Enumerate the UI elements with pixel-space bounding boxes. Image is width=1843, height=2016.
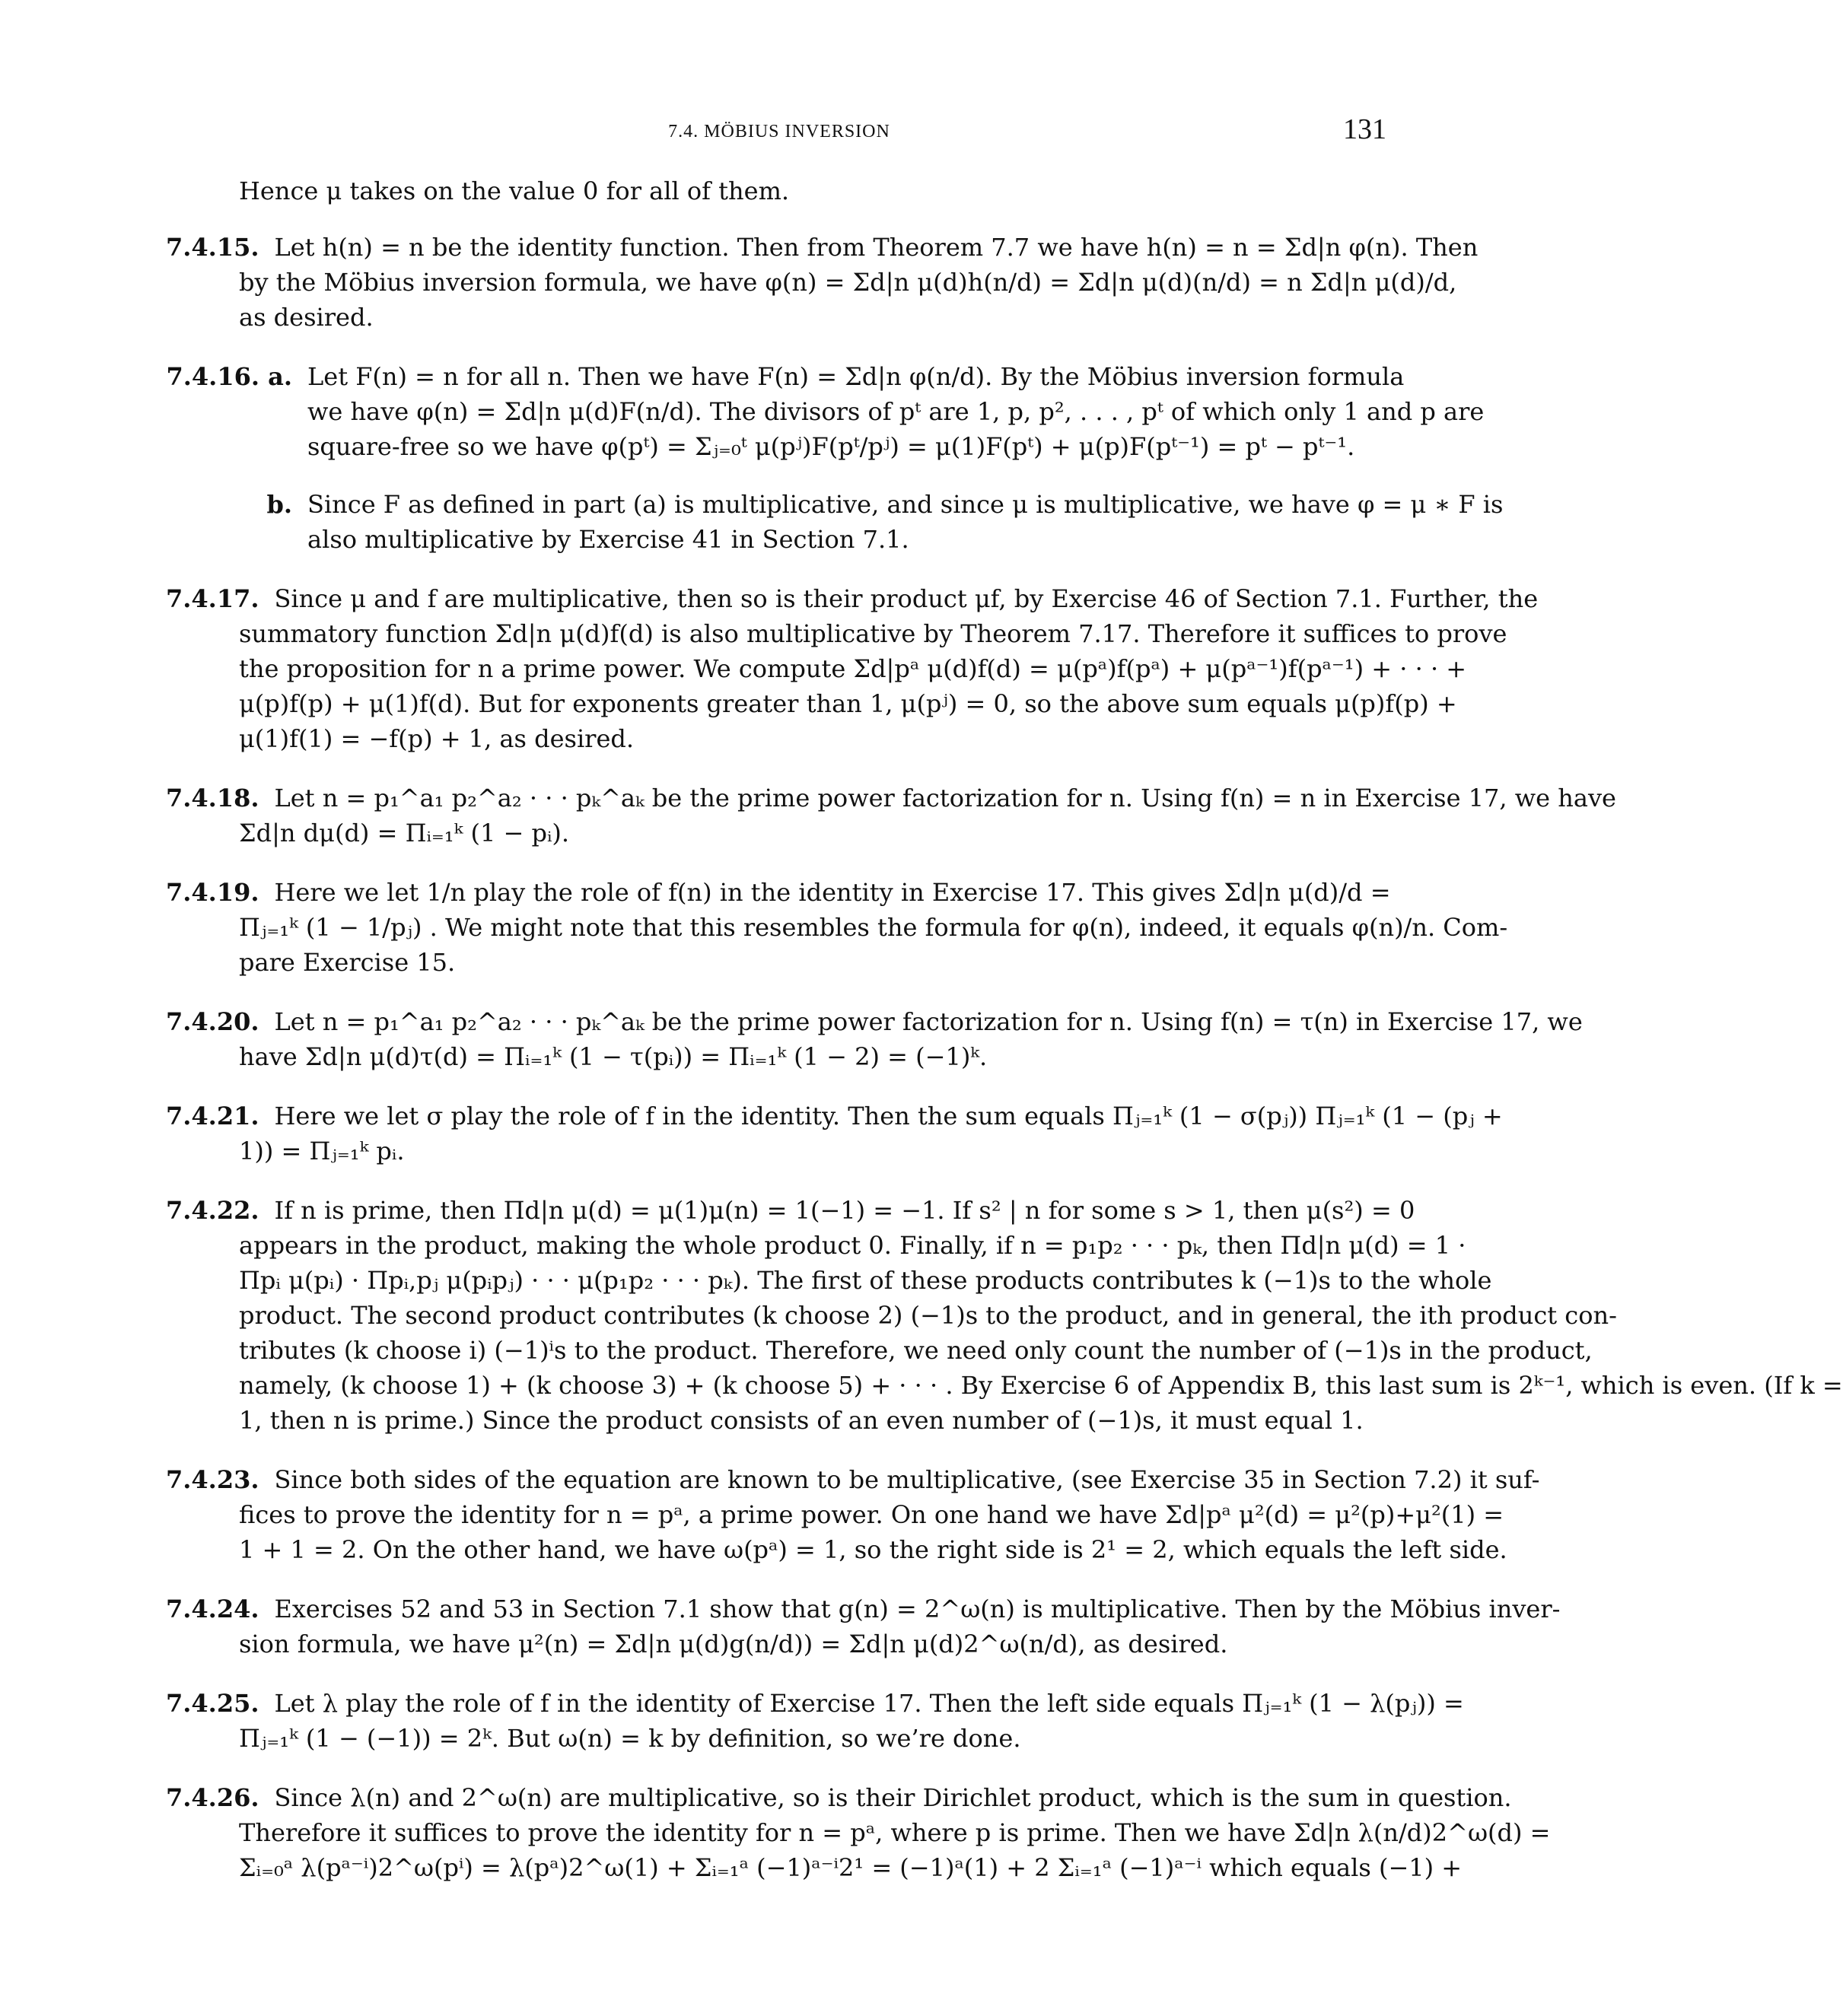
- exercise-label: 7.4.20.: [166, 1007, 259, 1036]
- exercise-text: summatory function Σd|n μ(d)f(d) is also multiplicative by Theorem 7.17. Therefore it suffices to prove: [239, 619, 1507, 648]
- exercise-7-4-25: [166, 1686, 1464, 1756]
- part-body: [307, 359, 1484, 464]
- exercise-line: [166, 581, 1539, 616]
- exercise-label: 7.4.15.: [166, 233, 259, 262]
- exercise-text: Since μ and f are multiplicative, then so is their product μf, by Exercise 46 of Section 7.1. Further, the: [274, 584, 1539, 613]
- exercise-text: have Σd|n μ(d)τ(d) = Πᵢ₌₁ᵏ (1 − τ(pᵢ)) = Πᵢ₌₁ᵏ (1 − 2) = (−1)ᵏ.: [239, 1042, 988, 1071]
- exercise-text: appears in the product, making the whole product 0. Finally, if n = p₁p₂ · · · pₖ, then Πd|n μ(d) = 1 ·: [239, 1231, 1466, 1260]
- intro-line: Hence μ takes on the value 0 for all of them.: [239, 176, 790, 205]
- exercise-part: [166, 487, 1504, 557]
- exercise-text: sion formula, we have μ²(n) = Σd|n μ(d)g(n/d)) = Σd|n μ(d)2^ω(n/d), as desired.: [239, 1630, 1228, 1658]
- running-head: 7.4. MÖBIUS INVERSION: [668, 122, 890, 142]
- part-line: Let F(n) = n for all n. Then we have F(n) = Σd|n φ(n/d). By the Möbius inversion formula: [307, 362, 1405, 391]
- exercise-line: [166, 230, 1479, 265]
- exercise-line: [166, 1333, 1593, 1368]
- exercise-text: Here we let 1/n play the role of f(n) in the identity in Exercise 17. This gives Σd|n μ(d)/d =: [274, 878, 1391, 907]
- page-header: [0, 113, 1558, 158]
- part-label: b.: [266, 490, 292, 519]
- exercise-line: [166, 1004, 1583, 1039]
- exercise-text: If n is prime, then Πd|n μ(d) = μ(1)μ(n) = 1(−1) = −1. If s² | n for some s > 1, then μ(s²) = 0: [274, 1196, 1415, 1225]
- exercise-7-4-17: [166, 581, 1539, 756]
- part-line: Since F as defined in part (a) is multiplicative, and since μ is multiplicative, we have φ = μ ∗ F is: [307, 490, 1504, 519]
- exercise-line: [166, 265, 1457, 300]
- exercise-part: [166, 359, 1485, 464]
- exercise-text: Πⱼ₌₁ᵏ (1 − (−1)) = 2ᵏ. But ω(n) = k by definition, so we’re done.: [239, 1724, 1021, 1753]
- exercise-text: by the Möbius inversion formula, we have φ(n) = Σd|n μ(d)h(n/d) = Σd|n μ(d)(n/d) = n Σd|n μ(d)/d,: [239, 268, 1457, 297]
- exercise-list: [166, 230, 1843, 1885]
- exercise-text: fices to prove the identity for n = pᵃ, a prime power. On one hand we have Σd|pᵃ μ²(d) = μ²(p)+μ²(1) =: [239, 1500, 1504, 1529]
- exercise-text: Since λ(n) and 2^ω(n) are multiplicative, so is their Dirichlet product, which is the sum in question.: [274, 1783, 1512, 1812]
- exercise-label: 7.4.23.: [166, 1465, 259, 1494]
- exercise-text: tributes (k choose i) (−1)ⁱs to the product. Therefore, we need only count the number of (−1)s in the product,: [239, 1336, 1593, 1365]
- exercise-line: [166, 1099, 1503, 1134]
- exercise-line: [166, 1228, 1466, 1263]
- exercise-text: μ(1)f(1) = −f(p) + 1, as desired.: [239, 724, 635, 753]
- exercise-line: [166, 721, 1383, 756]
- exercise-7-4-18: [166, 781, 1616, 851]
- exercise-line: [166, 300, 1383, 335]
- exercise-line: [166, 1039, 1383, 1074]
- exercise-line: [166, 1497, 1504, 1532]
- exercise-7-4-21: [166, 1099, 1503, 1169]
- part-line: we have φ(n) = Σd|n μ(d)F(n/d). The divisors of pᵗ are 1, p, p², . . . , pᵗ of which only 1 and p are: [307, 397, 1485, 426]
- exercise-text: namely, (k choose 1) + (k choose 3) + (k choose 5) + · · · . By Exercise 6 of Appendix B, this last sum is 2ᵏ⁻¹, which is even. (If k =: [239, 1371, 1843, 1400]
- exercise-7-4-23: [166, 1462, 1540, 1567]
- exercise-line: [166, 1780, 1512, 1815]
- exercise-text: Σᵢ₌₀ᵃ λ(pᵃ⁻ⁱ)2^ω(pⁱ) = λ(pᵃ)2^ω(1) + Σᵢ₌₁ᵃ (−1)ᵃ⁻ⁱ2¹ = (−1)ᵃ(1) + 2 Σᵢ₌₁ᵃ (−1)ᵃ⁻ⁱ which equals (−1) +: [239, 1853, 1463, 1882]
- exercise-text: Πpᵢ μ(pᵢ) · Πpᵢ,pⱼ μ(pᵢpⱼ) · · · μ(p₁p₂ · · · pₖ). The first of these products contributes k (−1)s to the whole: [239, 1266, 1492, 1295]
- exercise-line: [166, 1403, 1383, 1438]
- exercise-line: [166, 816, 1383, 851]
- exercise-line: [166, 1134, 1383, 1169]
- exercise-line: [166, 1591, 1561, 1626]
- exercise-line: [166, 686, 1457, 721]
- exercise-line: [166, 1815, 1551, 1850]
- exercise-line: [166, 1462, 1540, 1497]
- exercise-line: [166, 1532, 1507, 1567]
- exercise-text: Since both sides of the equation are known to be multiplicative, (see Exercise 35 in Section 7.2) it suf-: [274, 1465, 1540, 1494]
- exercise-7-4-24: [166, 1591, 1561, 1661]
- exercise-text: Let h(n) = n be the identity function. Then from Theorem 7.7 we have h(n) = n = Σd|n φ(n). Then: [274, 233, 1479, 262]
- exercise-line: [166, 616, 1507, 651]
- exercise-line: [166, 945, 1383, 980]
- exercise-text: Exercises 52 and 53 in Section 7.1 show that g(n) = 2^ω(n) is multiplicative. Then by the Möbius inver-: [274, 1595, 1561, 1623]
- exercise-text: Let λ play the role of f in the identity of Exercise 17. Then the left side equals Πⱼ₌₁ᵏ (1 − λ(pⱼ)) =: [274, 1689, 1464, 1718]
- exercise-text: 1 + 1 = 2. On the other hand, we have ω(pᵃ) = 1, so the right side is 2¹ = 2, which equals the left side.: [239, 1535, 1507, 1564]
- part-line: also multiplicative by Exercise 41 in Section 7.1.: [307, 525, 909, 554]
- part-line: square-free so we have φ(pᵗ) = Σⱼ₌₀ᵗ μ(pʲ)F(pᵗ/pʲ) = μ(1)F(pᵗ) + μ(p)F(pᵗ⁻¹) = pᵗ − pᵗ⁻¹.: [307, 432, 1355, 461]
- exercise-line: [166, 651, 1467, 686]
- exercise-7-4-26: [166, 1780, 1551, 1885]
- exercise-line: [166, 1368, 1843, 1403]
- exercise-text: Let n = p₁^a₁ p₂^a₂ · · · pₖ^aₖ be the prime power factorization for n. Using f(n) = τ(n) in Exercise 17, we: [274, 1007, 1583, 1036]
- exercise-text: product. The second product contributes (k choose 2) (−1)s to the product, and in general, the ith product con-: [239, 1301, 1617, 1330]
- exercise-line: [166, 1193, 1415, 1228]
- part-label: 7.4.16. a.: [166, 362, 292, 391]
- exercise-label: 7.4.18.: [166, 784, 259, 812]
- exercise-text: pare Exercise 15.: [239, 948, 456, 977]
- part-body: [307, 487, 1503, 557]
- exercise-line: [166, 910, 1508, 945]
- exercise-text: as desired.: [239, 303, 374, 332]
- exercise-line: [166, 781, 1616, 816]
- exercise-label: 7.4.26.: [166, 1783, 259, 1812]
- exercise-7-4-20: [166, 1004, 1583, 1074]
- exercise-label: 7.4.24.: [166, 1595, 259, 1623]
- exercise-text: Let n = p₁^a₁ p₂^a₂ · · · pₖ^aₖ be the prime power factorization for n. Using f(n) = n in Exercise 17, we have: [274, 784, 1616, 812]
- exercise-text: Σd|n dμ(d) = Πᵢ₌₁ᵏ (1 − pᵢ).: [239, 819, 570, 847]
- exercise-label: 7.4.21.: [166, 1102, 259, 1130]
- exercise-text: Therefore it suffices to prove the identity for n = pᵃ, where p is prime. Then we have Σd|n λ(n/d)2^ω(d) =: [239, 1818, 1551, 1847]
- exercise-line: [166, 1686, 1464, 1721]
- exercise-line: [166, 1298, 1617, 1333]
- exercise-label: 7.4.22.: [166, 1196, 259, 1225]
- exercise-line: [166, 1626, 1383, 1661]
- exercise-line: [166, 1850, 1463, 1885]
- exercise-label: 7.4.19.: [166, 878, 259, 907]
- exercise-7-4-15: [166, 230, 1479, 335]
- exercise-line: [166, 1263, 1492, 1298]
- page-number: 131: [1343, 113, 1386, 145]
- exercise-7-4-16: [166, 359, 1504, 557]
- exercise-line: [166, 875, 1391, 910]
- exercise-line: [166, 1721, 1383, 1756]
- page-body: [166, 173, 1843, 1909]
- exercise-7-4-22: [166, 1193, 1843, 1438]
- exercise-text: Πⱼ₌₁ᵏ (1 − 1/pⱼ) . We might note that this resembles the formula for φ(n), indeed, it equals φ(n)/n. Com-: [239, 913, 1508, 942]
- exercise-text: Here we let σ play the role of f in the identity. Then the sum equals Πⱼ₌₁ᵏ (1 − σ(pⱼ)) Πⱼ₌₁ᵏ (1 − (pⱼ +: [274, 1102, 1503, 1130]
- exercise-label: 7.4.17.: [166, 584, 259, 613]
- exercise-text: μ(p)f(p) + μ(1)f(d). But for exponents greater than 1, μ(pʲ) = 0, so the above sum equals μ(p)f(p) +: [239, 689, 1457, 718]
- exercise-7-4-19: [166, 875, 1508, 980]
- exercise-text: 1)) = Πⱼ₌₁ᵏ pᵢ.: [239, 1137, 405, 1165]
- exercise-text: 1, then n is prime.) Since the product consists of an even number of (−1)s, it must equal 1.: [239, 1406, 1364, 1435]
- exercise-text: the proposition for n a prime power. We compute Σd|pᵃ μ(d)f(d) = μ(pᵃ)f(pᵃ) + μ(pᵃ⁻¹)f(pᵃ⁻¹) + · · · +: [239, 654, 1467, 683]
- exercise-label: 7.4.25.: [166, 1689, 259, 1718]
